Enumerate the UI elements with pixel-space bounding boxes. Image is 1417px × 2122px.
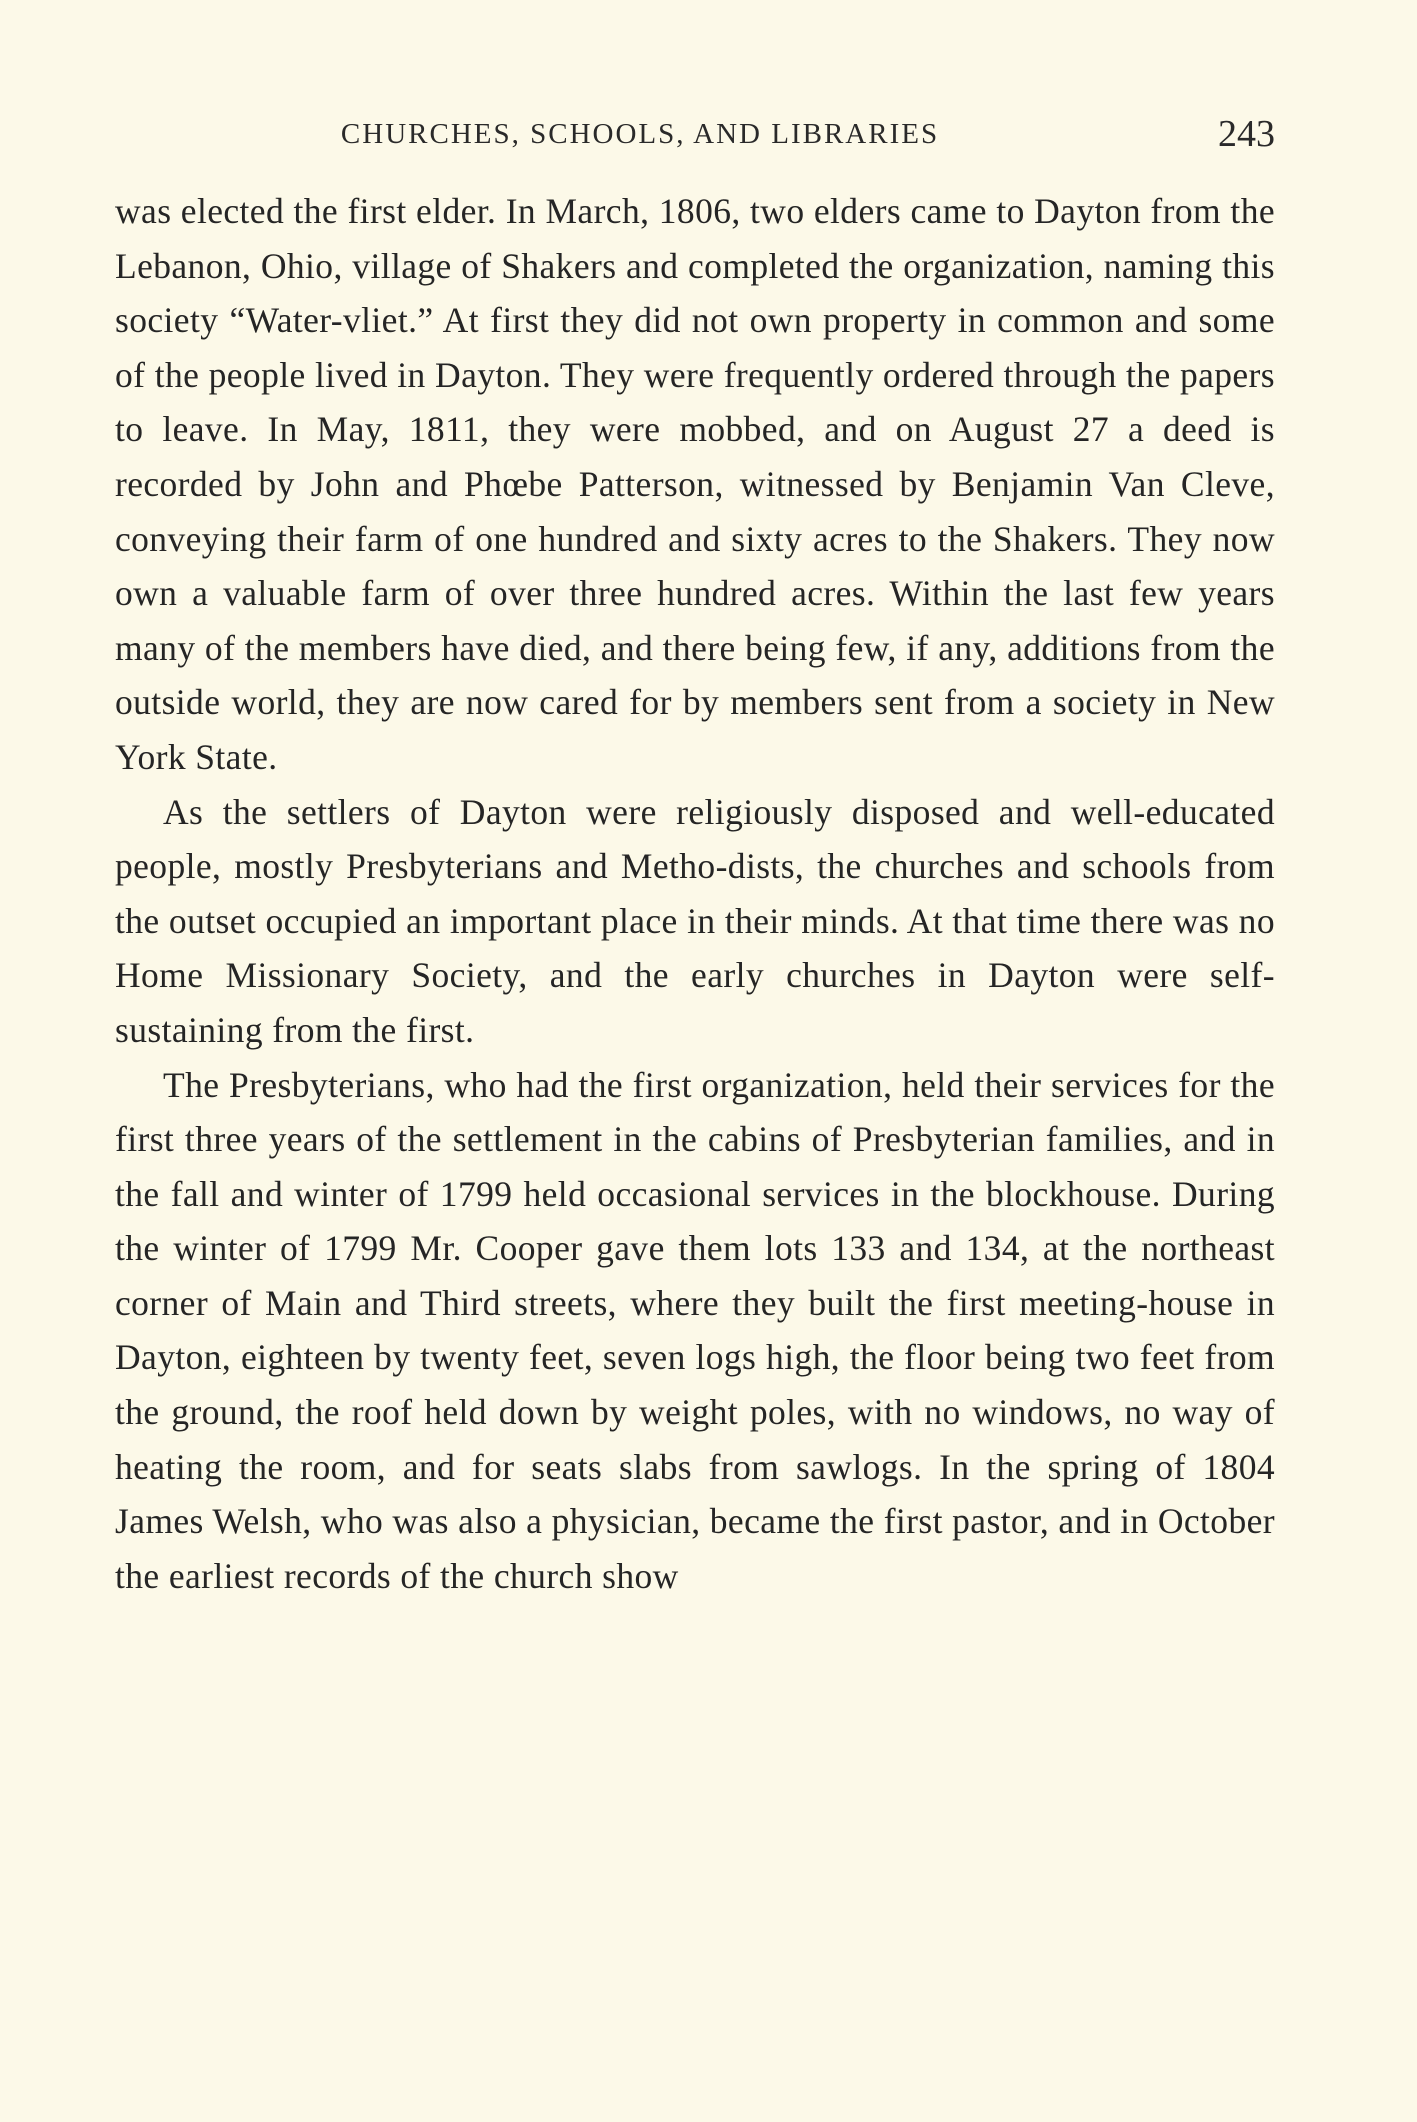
paragraph-settlers: As the settlers of Dayton were religiously disposed and well-educated people, mostly Presbyterians and Metho-dists, the churches and schools from the outset occupied an important place in their minds. At that time there was no Home Missionary Society, and the early churches in Dayton were self-sustaining from the first. [115,791,1275,1050]
running-title: CHURCHES, SCHOOLS, AND LIBRARIES [340,118,940,150]
body-text [115,184,1275,1603]
page-header [115,112,1275,162]
paragraph-continued: was elected the first elder. In March, 1806, two elders came to Dayton from the Lebanon, Ohio, village of Shakers and completed the organization, naming this society “Water-vliet.” At first they did not own property in common and some of the people lived in Dayton. They were frequently ordered through the papers to leave. In May, 1811, they were mobbed, and on August 27 a deed is recorded by John and Phœbe Patterson, witnessed by Benjamin Van Cleve, conveying their farm of one hundred and sixty acres to the Shakers. They now own a valuable farm of over three hundred acres. Within the last few years many of the members have died, and there being few, if any, additions from the outside world, they are now cared for by members sent from a society in New York State. [115,191,1275,777]
paragraph-presbyterians: The Presbyterians, who had the first organization, held their services for the first three years of the settlement in the cabins of Presbyterian families, and in the fall and winter of 1799 held occasional services in the blockhouse. During the winter of 1799 Mr. Cooper gave them lots 133 and 134, at the northeast corner of Main and Third streets, where they built the first meeting-house in Dayton, eighteen by twenty feet, seven logs high, the floor being two feet from the ground, the roof held down by weight poles, with no windows, no way of heating the room, and for seats slabs from sawlogs. In the spring of 1804 James Welsh, who was also a physician, became the first pastor, and in October the earliest records of the church show [115,1064,1275,1596]
page-number: 243 [1218,113,1275,155]
